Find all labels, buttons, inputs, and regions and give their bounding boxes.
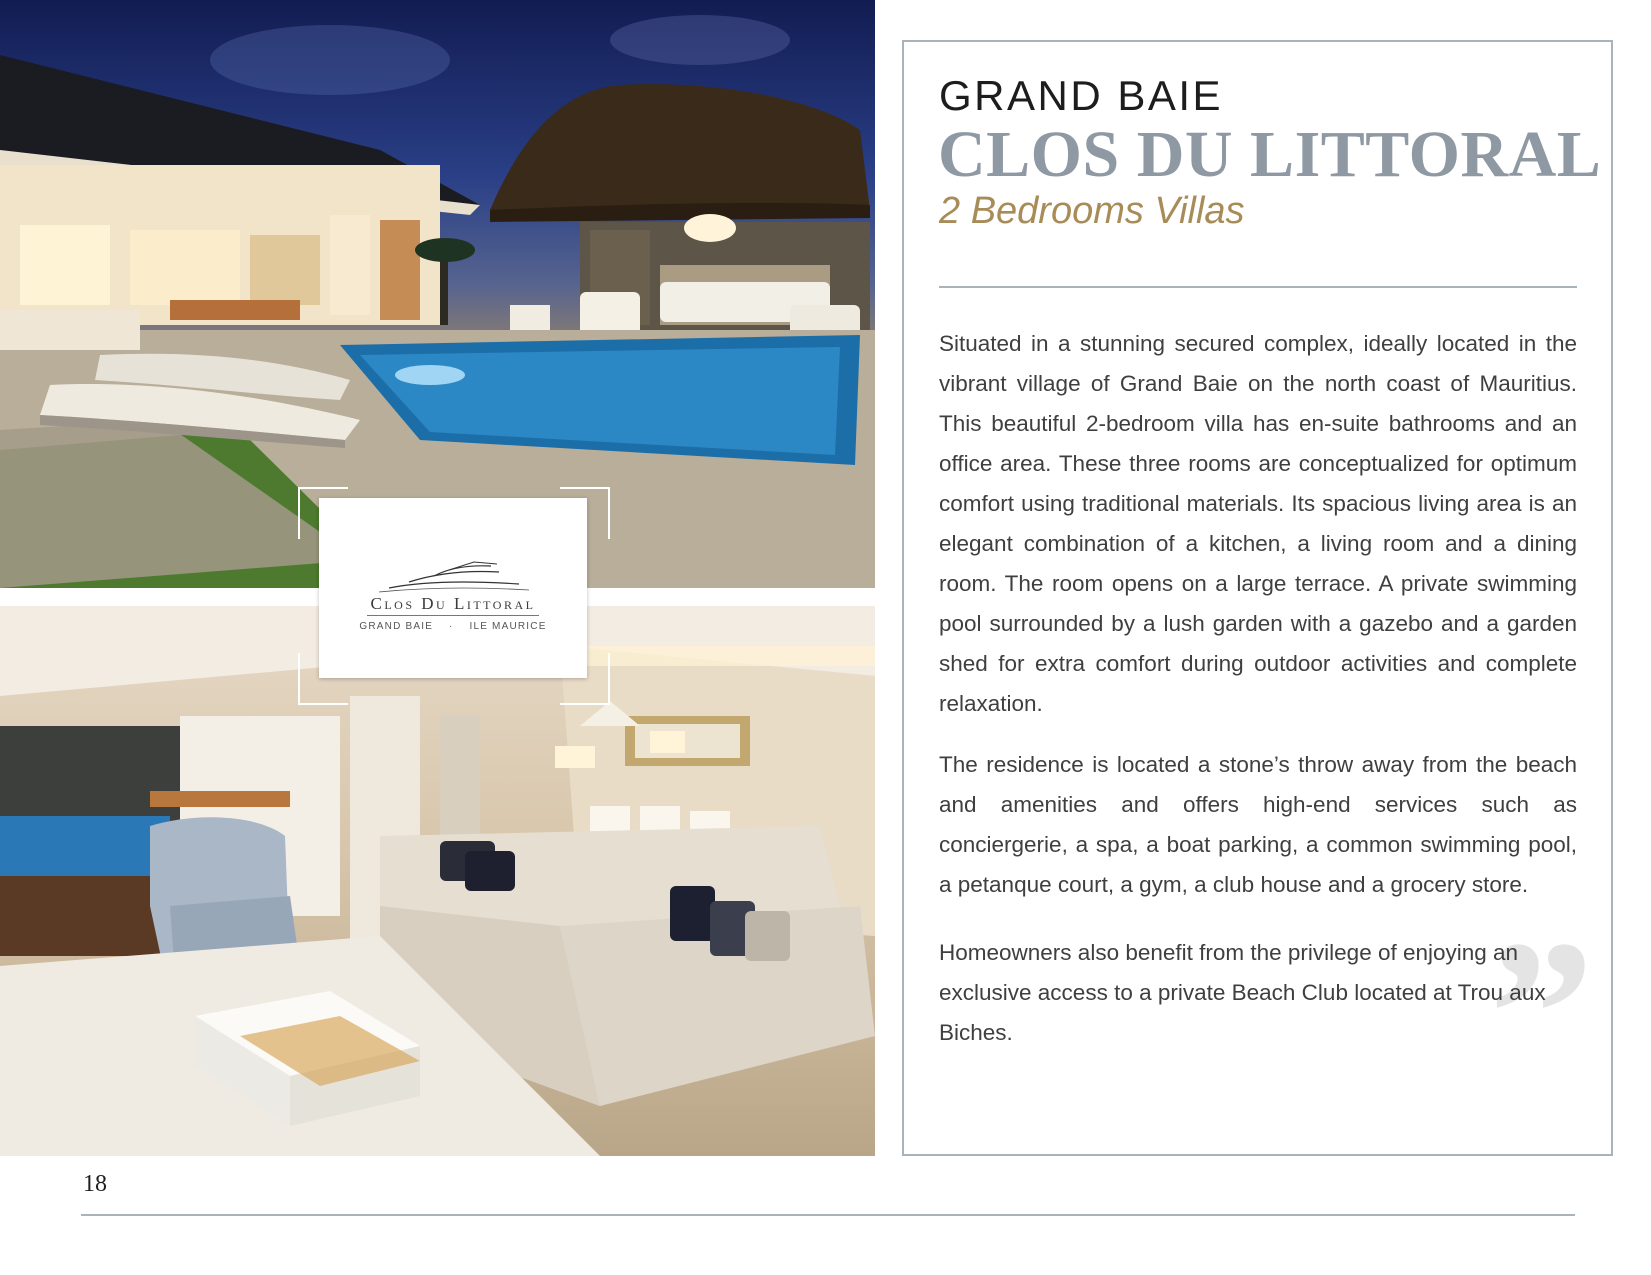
logo-frame [298,487,610,705]
paragraph-beach-club: Homeowners also benefit from the privilege of enjoying an exclusive access to a private Beach Club located at Trou aux Biches. [939,940,1546,1045]
logo-location [319,621,587,632]
logo-name: Clos Du Littoral [370,594,536,613]
logo-divider [367,615,539,616]
property-subtitle: 2 Bedrooms Villas [939,190,1245,232]
logo-location-left: GRAND BAIE [359,621,434,632]
project-title: CLOS DU LITTORAL [938,118,1602,191]
description-panel [902,40,1613,1156]
paragraph-residence-services: The residence is located a stone’s throw away from the beach and amenities and offers high-end services such as conciergerie, a spa, a boat parking, a common swimming pool, a petanque court, a gym, a club house and a grocery store. [939,752,1577,897]
title-divider [939,286,1577,288]
description-body [939,324,1594,1130]
paragraph-villa-description: Situated in a stunning secured complex, ideally located in the vibrant village of Grand Baie on the north coast of Mauritius. This beautiful 2-bedroom villa has en-suite bathrooms and an office area. These three rooms are conceptualized for optimum comfort using traditional materials. Its spacious living area is an elegant combination of a kitchen, a living room and a dining room. The room opens on a large terrace. A private swimming pool surrounded by a lush garden with a gazebo and a garden shed for extra comfort during outdoor activities and complete relaxation. [939,331,1577,716]
yacht-logo-icon [379,560,529,594]
logo-location-right: ILE MAURICE [469,621,547,632]
region-heading: GRAND BAIE [939,72,1224,119]
clos-du-littoral-logo [319,498,587,678]
page-number: 18 [83,1171,107,1197]
quote-mark-icon: ” [1489,898,1594,1130]
footer-rule [81,1214,1575,1216]
logo-separator: · [449,621,454,632]
